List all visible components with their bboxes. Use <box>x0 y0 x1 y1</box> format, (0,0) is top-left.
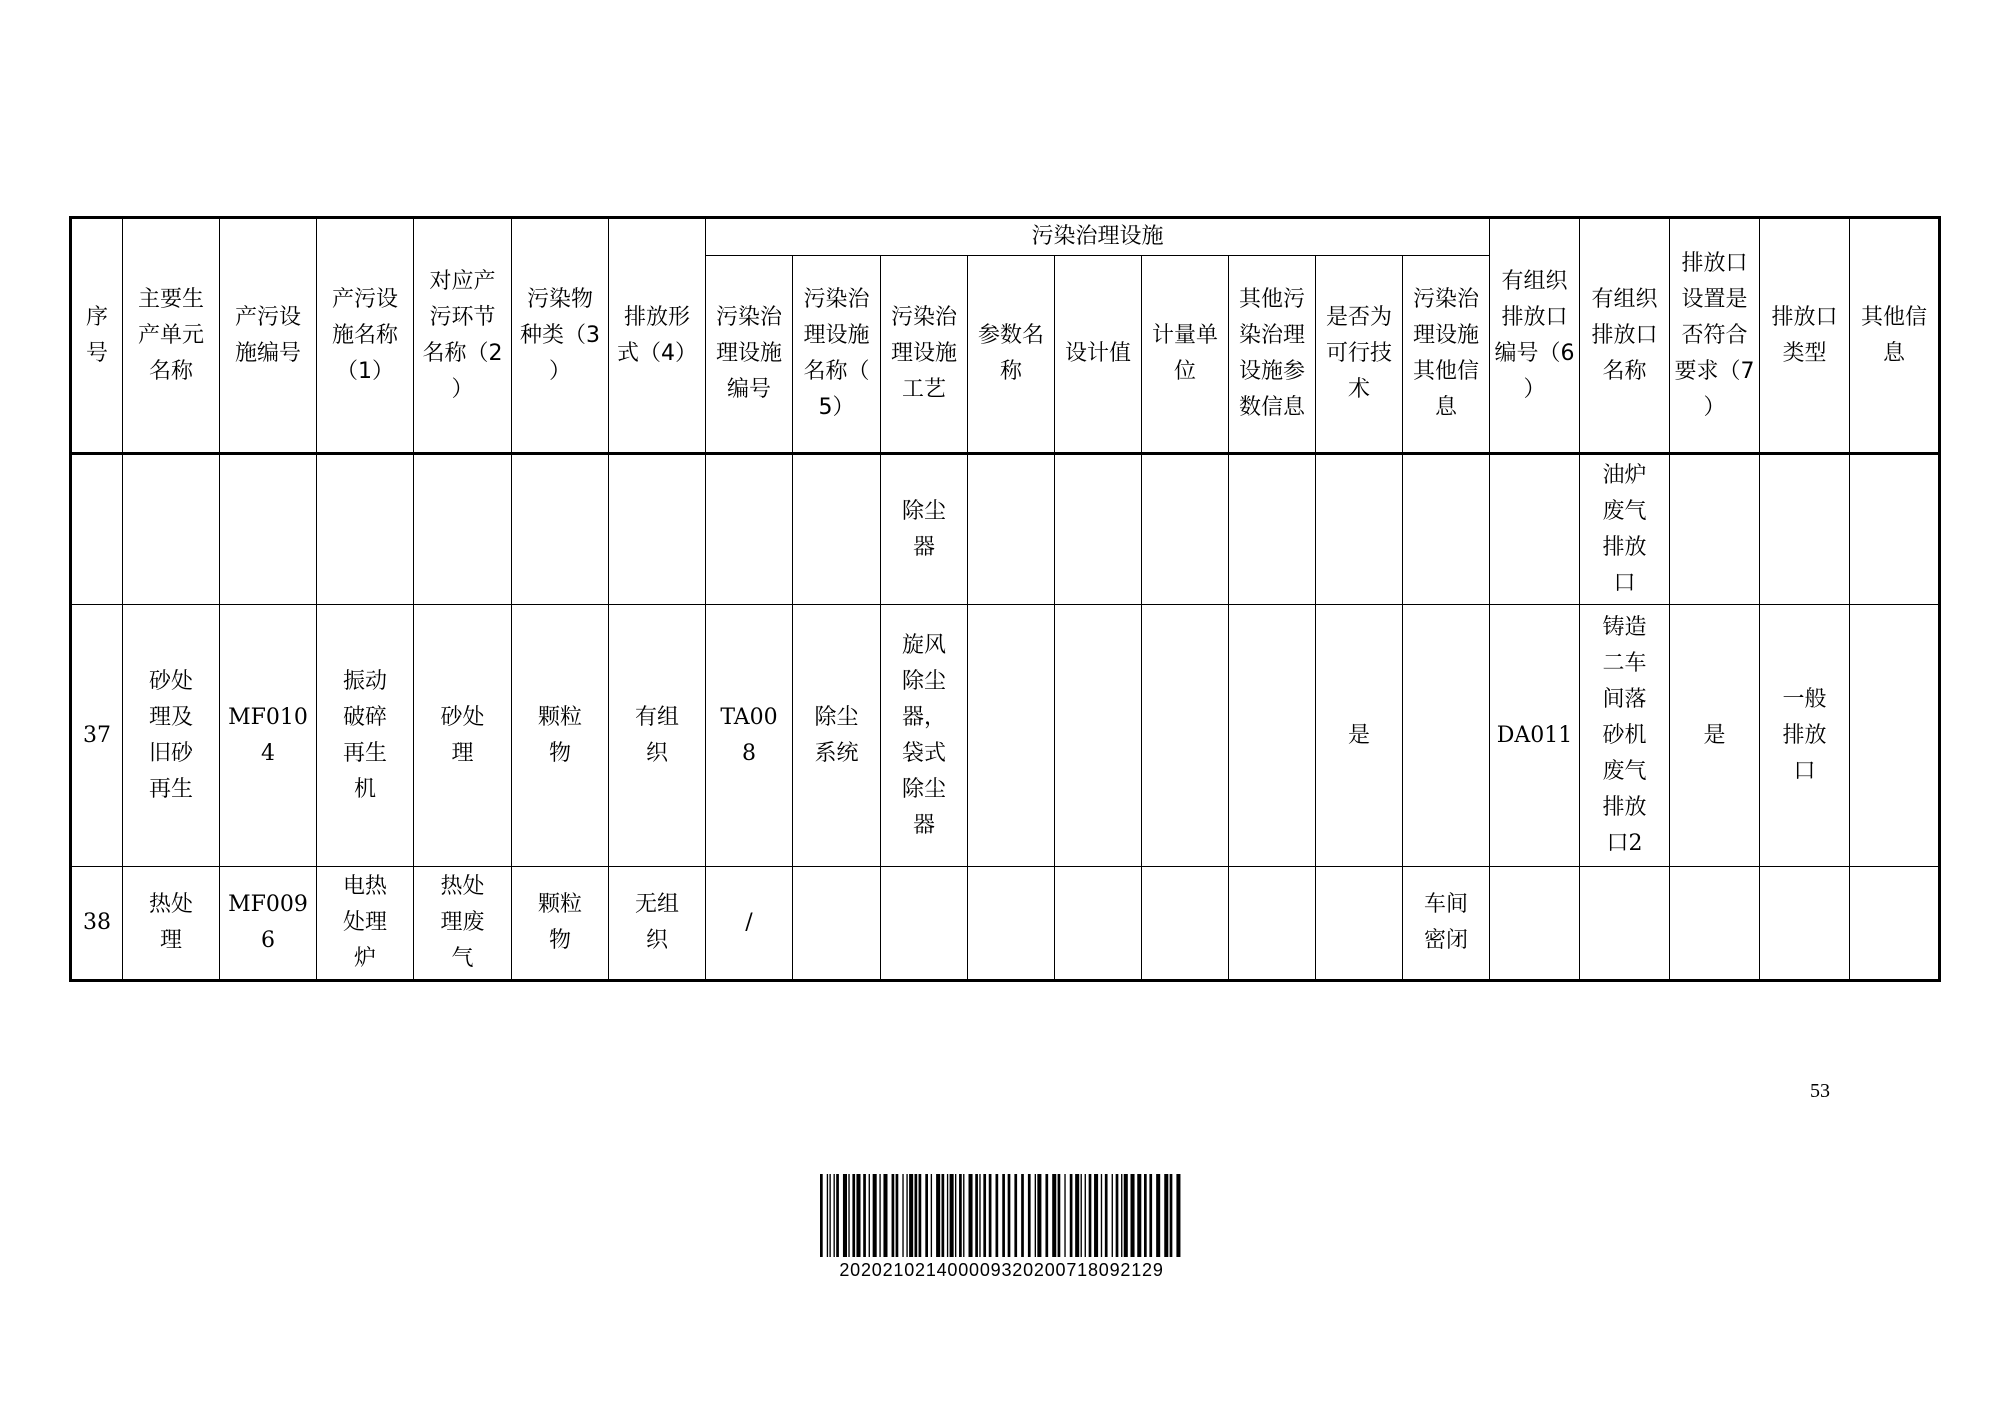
barcode-bar <box>1058 1174 1061 1257</box>
cell-pollutant-type: 颗粒 物 <box>512 867 609 981</box>
header-feasible-tech: 是否为 可行技 术 <box>1316 256 1403 454</box>
barcode-bar <box>1085 1174 1086 1257</box>
barcode-bar <box>1105 1174 1108 1257</box>
cell-facility-id <box>220 454 317 605</box>
header-group-treatment-facility: 污染治理设施 <box>706 218 1490 256</box>
barcode-bar <box>869 1174 870 1257</box>
cell-treatment-name: 除尘 系统 <box>793 605 881 867</box>
barcode-bar <box>1124 1174 1128 1257</box>
cell-param-name <box>968 454 1055 605</box>
barcode-bar <box>829 1174 830 1257</box>
barcode-bar <box>852 1174 855 1257</box>
barcode-bar <box>1176 1174 1180 1257</box>
barcode-bar <box>873 1174 877 1257</box>
cell-other-params <box>1229 867 1316 981</box>
cell-treatment-process: 除尘 器 <box>881 454 968 605</box>
cell-facility-name <box>317 454 414 605</box>
cell-outlet-name: 油炉 废气 排放 口 <box>1580 454 1670 605</box>
barcode-bar <box>989 1174 992 1257</box>
barcode-bar <box>879 1174 880 1257</box>
cell-production-unit: 热处 理 <box>123 867 220 981</box>
barcode-bar <box>1121 1174 1122 1257</box>
header-treatment-id: 污染治 理设施 编号 <box>706 256 793 454</box>
cell-facility-id: MF010 4 <box>220 605 317 867</box>
cell-outlet-type <box>1760 867 1850 981</box>
barcode-bar <box>1002 1174 1005 1257</box>
barcode-bar <box>827 1174 828 1257</box>
header-pollution-stage: 对应产 污环节 名称（2 ） <box>414 218 512 454</box>
cell-pollutant-type: 颗粒 物 <box>512 605 609 867</box>
barcode-bar <box>892 1174 895 1257</box>
cell-outlet-compliant <box>1670 867 1760 981</box>
barcode-bar <box>1064 1174 1065 1257</box>
cell-treatment-name <box>793 867 881 981</box>
cell-outlet-type: 一般 排放 口 <box>1760 605 1850 867</box>
cell-production-unit: 砂处 理及 旧砂 再生 <box>123 605 220 867</box>
cell-unit <box>1142 867 1229 981</box>
header-facility-id: 产污设 施编号 <box>220 218 317 454</box>
table-row <box>71 454 1940 605</box>
cell-other-info <box>1850 867 1940 981</box>
barcode-bar <box>942 1174 945 1257</box>
header-facility-name: 产污设 施名称 （1） <box>317 218 414 454</box>
barcode-bar <box>1112 1174 1113 1257</box>
cell-pollution-stage <box>414 454 512 605</box>
barcode-bar <box>1028 1174 1031 1257</box>
barcode-bar <box>1116 1174 1119 1257</box>
barcode-bar <box>969 1174 973 1257</box>
header-treatment-name: 污染治 理设施 名称（ 5） <box>793 256 881 454</box>
header-outlet-type: 排放口 类型 <box>1760 218 1850 454</box>
barcode-bar <box>1014 1174 1017 1257</box>
cell-outlet-compliant <box>1670 454 1760 605</box>
header-treatment-process: 污染治 理设施 工艺 <box>881 256 968 454</box>
barcode-bar <box>963 1174 964 1257</box>
cell-emission-form: 有组 织 <box>609 605 706 867</box>
header-treatment-other-info: 污染治 理设施 其他信 息 <box>1403 256 1490 454</box>
barcode-bar <box>836 1174 839 1257</box>
header-outlet-compliant: 排放口 设置是 否符合 要求（7 ） <box>1670 218 1760 454</box>
cell-facility-name: 电热 处理 炉 <box>317 867 414 981</box>
header-outlet-name: 有组织 排放口 名称 <box>1580 218 1670 454</box>
cell-treatment-other-info: 车间 密闭 <box>1403 867 1490 981</box>
cell-seq: 38 <box>71 867 123 981</box>
cell-outlet-compliant: 是 <box>1670 605 1760 867</box>
cell-treatment-process <box>881 867 968 981</box>
cell-feasible-tech <box>1316 454 1403 605</box>
cell-pollution-stage: 砂处 理 <box>414 605 512 867</box>
cell-seq: 37 <box>71 605 123 867</box>
barcode-bar <box>1021 1174 1024 1257</box>
barcode-bar <box>959 1174 962 1257</box>
barcode-bar <box>856 1174 860 1257</box>
header-emission-form: 排放形 式（4） <box>609 218 706 454</box>
barcode-bar <box>1137 1174 1141 1257</box>
cell-other-params <box>1229 454 1316 605</box>
barcode-number: 202021021400009320200718092129 <box>839 1260 1164 1280</box>
cell-pollutant-type <box>512 454 609 605</box>
header-unit: 计量单 位 <box>1142 256 1229 454</box>
cell-design-value <box>1055 605 1142 867</box>
table-row <box>71 867 1940 981</box>
cell-feasible-tech <box>1316 867 1403 981</box>
barcode-bar <box>909 1174 913 1257</box>
barcode <box>820 1174 1183 1257</box>
cell-facility-name: 振动 破碎 再生 机 <box>317 605 414 867</box>
cell-pollution-stage: 热处 理废 气 <box>414 867 512 981</box>
cell-design-value <box>1055 454 1142 605</box>
barcode-bar <box>1070 1174 1073 1257</box>
barcode-bar <box>919 1174 922 1257</box>
barcode-bar <box>947 1174 948 1257</box>
cell-param-name <box>968 605 1055 867</box>
barcode-bar <box>848 1174 849 1257</box>
barcode-bar <box>983 1174 986 1257</box>
cell-unit <box>1142 605 1229 867</box>
barcode-bar <box>1008 1174 1011 1257</box>
cell-outlet-id <box>1490 867 1580 981</box>
cell-other-params <box>1229 605 1316 867</box>
barcode-bar <box>975 1174 978 1257</box>
barcode-bar <box>896 1174 899 1257</box>
barcode-bar <box>834 1174 835 1257</box>
barcode-bar <box>1156 1174 1160 1257</box>
cell-unit <box>1142 454 1229 605</box>
barcode-bar <box>1037 1174 1041 1257</box>
barcode-bar <box>979 1174 980 1257</box>
barcode-bar <box>1164 1174 1168 1257</box>
barcode-bar <box>915 1174 918 1257</box>
barcode-bar <box>996 1174 999 1257</box>
cell-outlet-id <box>1490 454 1580 605</box>
barcode-bar <box>883 1174 887 1257</box>
cell-seq <box>71 454 123 605</box>
barcode-bar <box>1144 1174 1147 1257</box>
header-production-unit: 主要生 产单元 名称 <box>123 218 220 454</box>
barcode-bar <box>1170 1174 1173 1257</box>
cell-facility-id: MF009 6 <box>220 867 317 981</box>
cell-outlet-name <box>1580 867 1670 981</box>
barcode-bar <box>902 1174 903 1257</box>
cell-outlet-type <box>1760 454 1850 605</box>
header-pollutant-type: 污染物 种类（3 ） <box>512 218 609 454</box>
cell-outlet-name: 铸造 二车 间落 砂机 废气 排放 口2 <box>1580 605 1670 867</box>
barcode-bar <box>863 1174 866 1257</box>
barcode-bar <box>955 1174 956 1257</box>
cell-other-info <box>1850 454 1940 605</box>
barcode-bar <box>820 1174 823 1257</box>
barcode-bar <box>925 1174 928 1257</box>
barcode-bar <box>1094 1174 1098 1257</box>
header-other-params: 其他污 染治理 设施参 数信息 <box>1229 256 1316 454</box>
barcode-bar <box>1101 1174 1102 1257</box>
cell-treatment-id: TA00 8 <box>706 605 793 867</box>
barcode-bar <box>1149 1174 1152 1257</box>
header-design-value: 设计值 <box>1055 256 1142 454</box>
cell-treatment-process: 旋风 除尘 器， 袋式 除尘 器 <box>881 605 968 867</box>
barcode-bar <box>936 1174 940 1257</box>
cell-param-name <box>968 867 1055 981</box>
header-other-info: 其他信 息 <box>1850 218 1940 454</box>
cell-emission-form: 无组 织 <box>609 867 706 981</box>
cell-treatment-id <box>706 454 793 605</box>
barcode-bar <box>931 1174 932 1257</box>
cell-feasible-tech: 是 <box>1316 605 1403 867</box>
barcode-bar <box>1052 1174 1056 1257</box>
cell-production-unit <box>123 454 220 605</box>
header-outlet-id: 有组织 排放口 编号（6 ） <box>1490 218 1580 454</box>
header-param-name: 参数名 称 <box>968 256 1055 454</box>
barcode-bar <box>1089 1174 1092 1257</box>
page-number: 53 <box>1810 1080 1830 1102</box>
barcode-bar <box>1075 1174 1079 1257</box>
cell-emission-form <box>609 454 706 605</box>
barcode-bar <box>950 1174 954 1257</box>
pollution-permit-table <box>69 216 1941 982</box>
cell-treatment-id: / <box>706 867 793 981</box>
barcode-bar <box>1081 1174 1082 1257</box>
cell-treatment-other-info <box>1403 605 1490 867</box>
cell-outlet-id: DA011 <box>1490 605 1580 867</box>
cell-other-info <box>1850 605 1940 867</box>
cell-design-value <box>1055 867 1142 981</box>
header-seq: 序 号 <box>71 218 123 454</box>
barcode-bar <box>1045 1174 1048 1257</box>
barcode-bar <box>1131 1174 1135 1257</box>
barcode-bar <box>843 1174 847 1257</box>
table-row <box>71 605 1940 867</box>
cell-treatment-other-info <box>1403 454 1490 605</box>
barcode-bar <box>1035 1174 1036 1257</box>
barcode-bar <box>906 1174 907 1257</box>
cell-treatment-name <box>793 454 881 605</box>
